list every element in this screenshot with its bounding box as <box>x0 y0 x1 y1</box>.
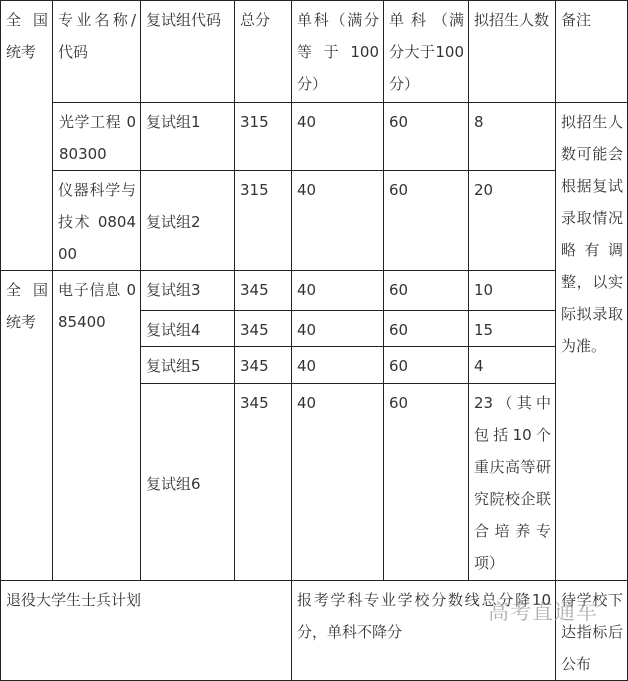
remarks-cell: 拟招生人数可能会根据复试录取情况略 有 调整，以实际拟录取为准。 <box>556 103 628 581</box>
single-over100-cell: 60 <box>384 271 469 311</box>
single-over100-cell: 60 <box>384 347 469 384</box>
header-major: 专业名称/代码 <box>53 1 141 103</box>
single-100-cell: 40 <box>292 171 384 271</box>
quota-cell: 23（其中包括10个重庆高等研究院校企联合培养专项） <box>469 384 556 581</box>
quota-cell: 8 <box>469 103 556 171</box>
header-category: 全 国统考 <box>1 1 53 271</box>
total-cell: 315 <box>235 171 292 271</box>
single-over100-cell: 60 <box>384 311 469 347</box>
table-row <box>1 103 628 171</box>
header-remarks: 备注 <box>556 1 628 103</box>
header-single-over100: 单 科 （满分大于100分） <box>384 1 469 103</box>
major-cell: 光学工程 080300 <box>53 103 141 171</box>
total-cell: 315 <box>235 103 292 171</box>
major-cell: 电子信息 085400 <box>53 271 141 581</box>
category-cell: 全 国统考 <box>1 271 53 581</box>
veteran-quota: 待学校下达指标后公布 <box>556 581 628 681</box>
single-100-cell: 40 <box>292 384 384 581</box>
total-cell: 345 <box>235 347 292 384</box>
veteran-row <box>1 581 628 681</box>
single-100-cell: 40 <box>292 271 384 311</box>
quota-cell: 15 <box>469 311 556 347</box>
total-cell: 345 <box>235 311 292 347</box>
watermark: 高考直通车 <box>488 600 598 624</box>
single-100-cell: 40 <box>292 103 384 171</box>
group-cell: 复试组3 <box>141 271 235 311</box>
quota-cell: 10 <box>469 271 556 311</box>
total-cell: 345 <box>235 271 292 311</box>
header-total: 总分 <box>235 1 292 103</box>
quota-cell: 20 <box>469 171 556 271</box>
table-row <box>1 271 628 311</box>
group-cell: 复试组6 <box>141 384 235 581</box>
veteran-label: 退役大学生士兵计划 <box>1 581 292 681</box>
veteran-score-rule: 报考学科专业学校分数线总分降10分，单科不降分 <box>292 581 556 681</box>
table-row <box>1 171 628 271</box>
single-100-cell: 40 <box>292 311 384 347</box>
single-100-cell: 40 <box>292 347 384 384</box>
header-quota: 拟招生人数 <box>469 1 556 103</box>
single-over100-cell: 60 <box>384 171 469 271</box>
total-cell: 345 <box>235 384 292 581</box>
single-over100-cell: 60 <box>384 384 469 581</box>
header-single-100: 单科（满分等 于 100分） <box>292 1 384 103</box>
group-cell: 复试组2 <box>141 171 235 271</box>
quota-cell: 4 <box>469 347 556 384</box>
single-over100-cell: 60 <box>384 103 469 171</box>
header-group-code: 复试组代码 <box>141 1 235 103</box>
group-cell: 复试组5 <box>141 347 235 384</box>
group-cell: 复试组4 <box>141 311 235 347</box>
major-cell: 仪器科学与技术 080400 <box>53 171 141 271</box>
group-cell: 复试组1 <box>141 103 235 171</box>
header-row <box>1 1 628 103</box>
